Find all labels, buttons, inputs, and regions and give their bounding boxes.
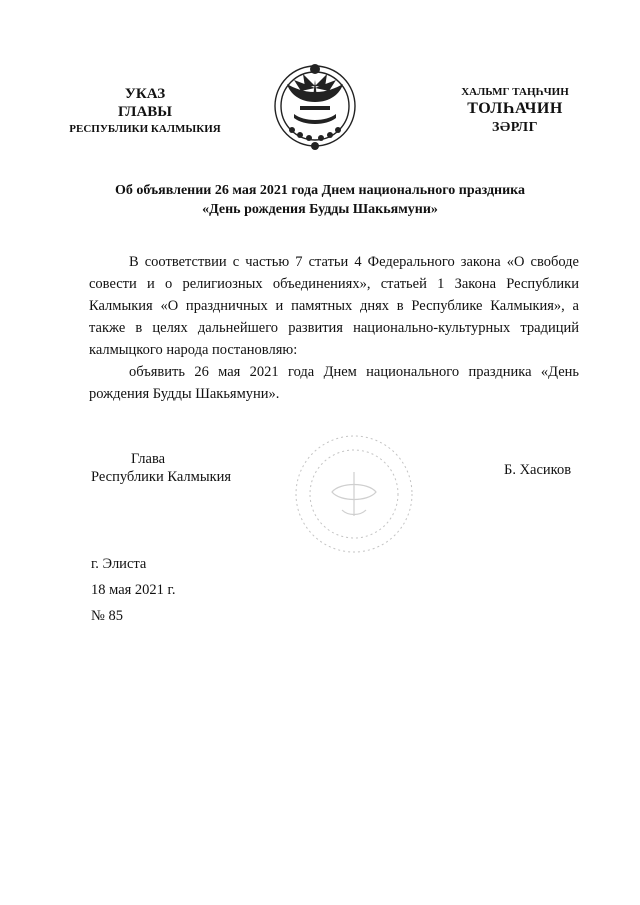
header-left xyxy=(40,85,250,137)
decree-body xyxy=(89,251,579,405)
seal-stamp-icon xyxy=(292,432,416,556)
body-paragraph: объявить 26 мая 2021 года Днем национального праздника «День рождения Будды Шакьямуни». xyxy=(89,364,579,402)
decree-title-line2: «День рождения Будды Шакьямуни» xyxy=(202,202,438,217)
coat-of-arms-icon xyxy=(270,58,360,154)
decree-title xyxy=(60,181,580,219)
signatory-title-line1: Глава xyxy=(131,451,166,467)
decree-number: № 85 xyxy=(91,608,123,624)
issue-city: г. Элиста xyxy=(91,556,147,572)
decree-title-line1: Об объявлении 26 мая 2021 года Днем национального праздника xyxy=(114,183,526,198)
header-right-line3: ЗӘРЛГ xyxy=(491,120,539,135)
header-left-subtitle: ГЛАВЫ xyxy=(117,104,173,120)
signatory-name: Б. Хасиков xyxy=(504,462,572,478)
header-left-republic: РЕСПУБЛИКИ КАЛМЫКИЯ xyxy=(69,123,221,135)
signatory-title-line2: Республики Калмыкия xyxy=(91,469,232,485)
header-left-title: УКАЗ xyxy=(124,86,166,102)
header-right-line1: ХАЛЬМГ ТАҢҺЧИН xyxy=(461,86,569,98)
signatory-title xyxy=(91,450,231,486)
header-right xyxy=(430,85,600,137)
issue-date: 18 мая 2021 г. xyxy=(91,582,176,598)
header-right-line2: ТОЛҺАЧИН xyxy=(467,100,563,117)
body-paragraph: В соответствии с частью 7 статьи 4 Федерального закона «О свободе совести и о религиозных объединениях», статьей 1 Закона Республики Калмыкия «О праздничных и памятных днях в Республике Калмыкия», а также в целях дальнейшего развития национально-культурных традиций калмыцкого народа постановляю: xyxy=(89,254,579,358)
